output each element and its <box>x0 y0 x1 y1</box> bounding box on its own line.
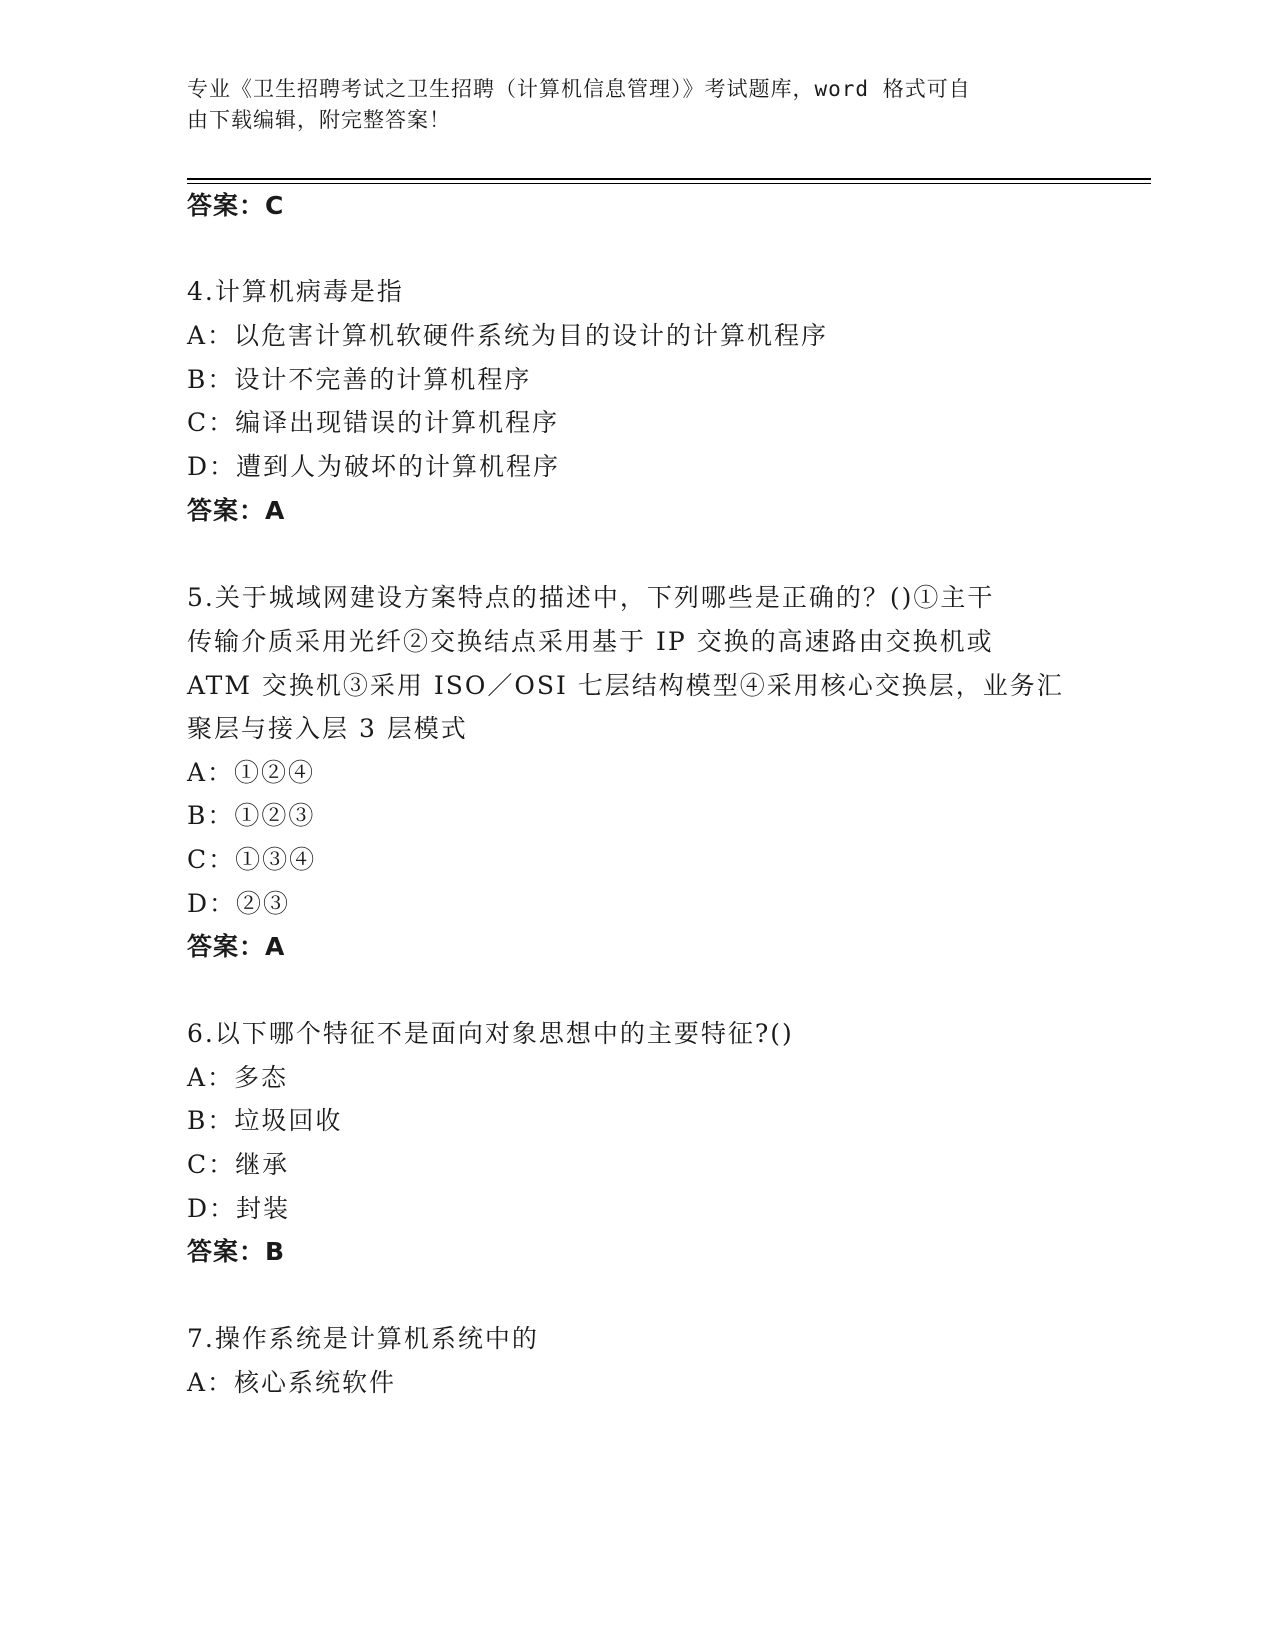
question-6-answer: 答案：B <box>187 1237 286 1266</box>
question-4-stem: 4.计算机病毒是指 <box>187 277 404 306</box>
header-divider-thin <box>187 183 1151 184</box>
question-5-answer: 答案：A <box>187 932 286 961</box>
answer-previous: 答案：C <box>187 191 285 220</box>
question-4-option-a: A：以危害计算机软硬件系统为目的设计的计算机程序 <box>187 321 829 350</box>
question-7-stem: 7.操作系统是计算机系统中的 <box>187 1324 539 1353</box>
question-5-option-b: B：①②③ <box>187 801 316 830</box>
question-6-stem: 6.以下哪个特征不是面向对象思想中的主要特征?() <box>187 1019 794 1048</box>
header-divider-thick <box>187 178 1151 180</box>
question-6-option-c: C：继承 <box>187 1150 290 1179</box>
header-line-1: 专业《卫生招聘考试之卫生招聘（计算机信息管理）》考试题库，word 格式可自 <box>187 77 971 101</box>
question-5-stem-line-2: 传输介质采用光纤②交换结点采用基于 IP 交换的高速路由交换机或 <box>187 627 994 656</box>
question-6-option-a: A：多态 <box>187 1063 289 1092</box>
question-5-stem-line-1: 5.关于城域网建设方案特点的描述中，下列哪些是正确的？()①主干 <box>187 583 995 612</box>
question-5-option-a: A：①②④ <box>187 758 316 787</box>
question-5-stem-line-4: 聚层与接入层 3 层模式 <box>187 714 468 743</box>
question-4-option-b: B：设计不完善的计算机程序 <box>187 365 532 394</box>
header-line-2: 由下载编辑，附完整答案！ <box>187 108 451 132</box>
question-4-option-d: D：遭到人为破坏的计算机程序 <box>187 452 561 481</box>
question-6-option-b: B：垃圾回收 <box>187 1106 343 1135</box>
question-5-option-d: D：②③ <box>187 889 291 918</box>
question-5-option-c: C：①③④ <box>187 845 317 874</box>
document-header <box>187 74 1067 136</box>
question-7-option-a: A：核心系统软件 <box>187 1368 397 1397</box>
question-4-option-c: C：编译出现错误的计算机程序 <box>187 408 560 437</box>
question-6-option-d: D：封装 <box>187 1194 291 1223</box>
question-5-stem-line-3: ATM 交换机③采用 ISO／OSI 七层结构模型④采用核心交换层，业务汇 <box>187 671 1064 700</box>
question-4-answer: 答案：A <box>187 496 286 525</box>
